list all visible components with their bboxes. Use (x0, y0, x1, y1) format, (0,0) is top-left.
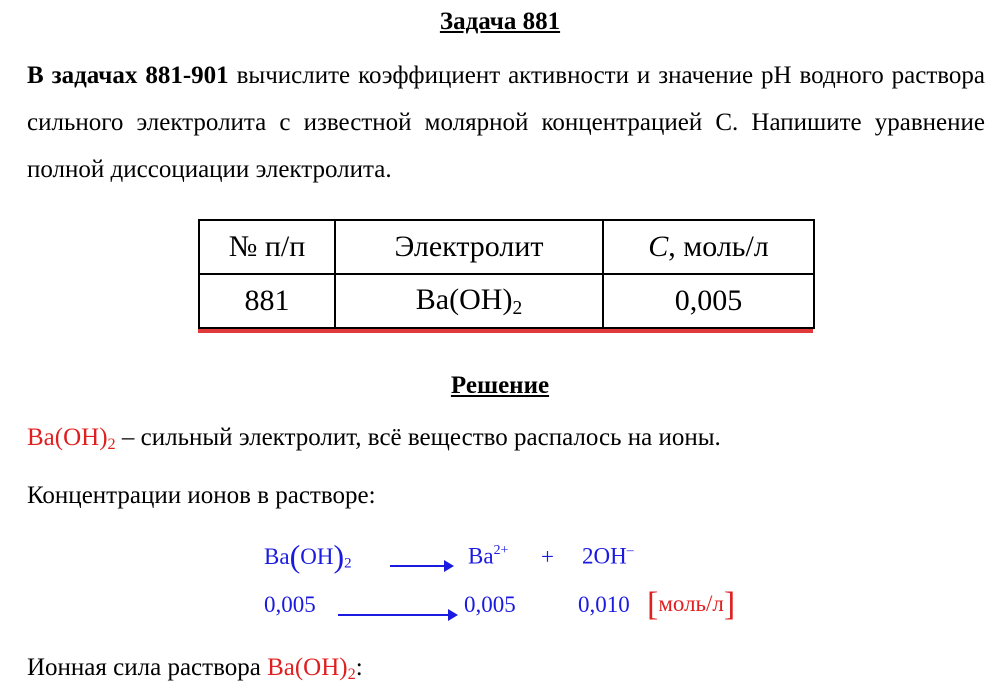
reaction-arrow-2 (338, 606, 456, 624)
cell-number: 881 (199, 274, 335, 328)
partial-line: Ионная сила раствора $Ba(OH)_2$: (27, 654, 363, 684)
table-header-row (199, 220, 814, 274)
dissociation-equation: $Ba(OH)_2$ (264, 538, 352, 574)
cell-electrolyte: $Ba(OH)_2$ (335, 274, 603, 328)
table-row (199, 274, 814, 328)
solution-title: Решение (450, 372, 550, 399)
conc-left: 0,005 (264, 592, 316, 617)
task-title: Задача 881 (439, 8, 561, 35)
header-electrolyte: Электролит (335, 220, 603, 274)
conc-ion1: 0,005 (464, 592, 516, 617)
unit-label: [моль/л] (647, 586, 736, 623)
task-description (27, 52, 985, 193)
table-underline (198, 329, 813, 333)
task-range: В задачах 881-901 (27, 62, 229, 89)
plus-sign: + (541, 544, 554, 569)
conc-ion2: 0,010 (578, 592, 630, 617)
solution-line-1: $Ba(OH)_2$ – сильный электролит, всё вещество распалось на ионы. (27, 424, 721, 454)
data-table (198, 219, 815, 329)
ion-hydroxide: 2OH– (582, 542, 634, 569)
formula-ba-oh2: $Ba(OH)_2$ (27, 424, 116, 454)
header-number: № п/п (199, 220, 335, 274)
solution-line-2: Концентрации ионов в растворе: (27, 482, 376, 509)
ion-barium: $Ba^{2+}$ (468, 542, 509, 569)
header-concentration: C, моль/л (603, 220, 814, 274)
reaction-arrow-1 (390, 557, 452, 575)
task-text: вычислите коэффициент активности и значение pH водного раствора сильного электролита с известной молярной концентрацией C. Напишите уравнение полной диссоциации электролита. (27, 62, 985, 183)
cell-concentration: 0,005 (603, 274, 814, 328)
